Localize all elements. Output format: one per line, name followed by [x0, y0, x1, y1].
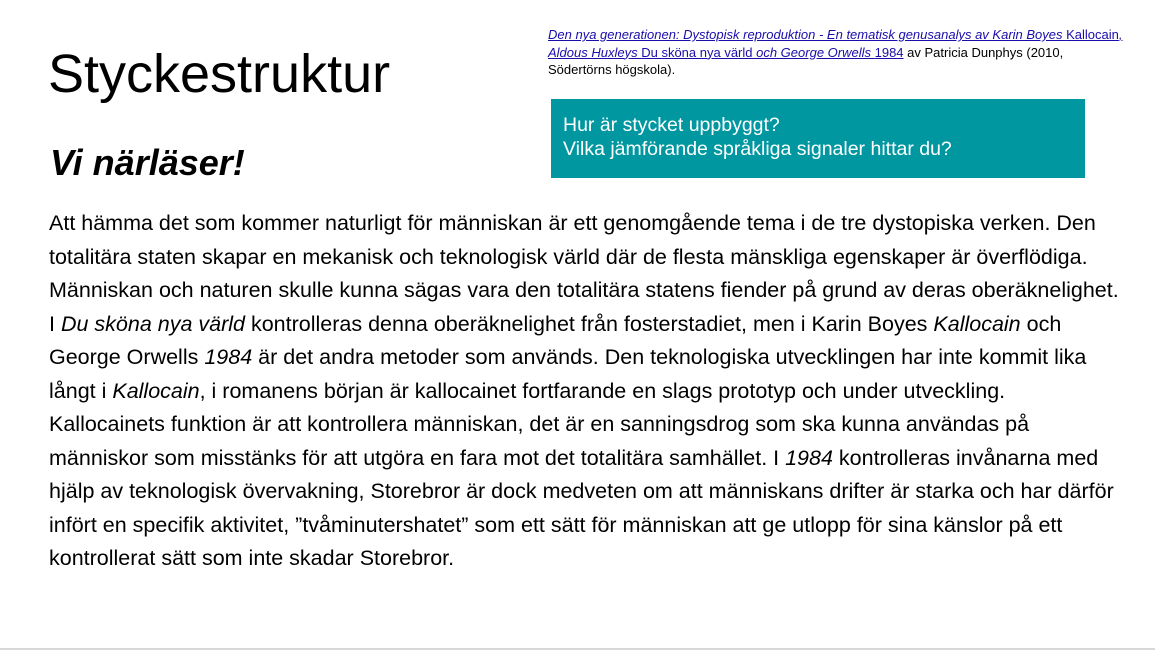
source-title-part: , Aldous Huxleys [548, 27, 1123, 60]
source-title-work-du-skona-nya-varld: Du sköna nya värld [641, 44, 753, 60]
body-text-segment: Att hämma det som kommer naturligt för människan är ett genomgående tema i de tre dystopiska verken. Den totalitära staten skapar en mekanisk och teknologisk värld där de flesta mänskliga egenskaper är överflödiga. Människan och naturen skulle kunna sägas vara den totalitära statens fiender på grund av deras oberäknelighet. I [49, 211, 1119, 336]
body-text-segment: och George Orwells [49, 311, 1062, 369]
source-title-part: och George Orwells [752, 44, 875, 60]
body-title-du-skona-nya-varld: Du sköna nya värld [60, 311, 245, 336]
question-structure: Hur är stycket uppbyggt? [563, 114, 780, 136]
source-title-work-kallocain: Kallocain [1066, 27, 1119, 42]
body-text-segment: är det andra metoder som används. Den teknologiska utvecklingen har inte kommit lika långt i [49, 345, 1087, 403]
source-author-text: av Patricia Dunphys (2010, Södertörns högskola). [548, 44, 1064, 77]
source-citation [548, 26, 1128, 79]
body-text-segment: kontrolleras denna oberäknelighet från fosterstadiet, men i Karin Boyes [245, 311, 934, 336]
question-signals: Vilka jämförande språkliga signaler hittar du? [563, 138, 952, 160]
body-title-1984: 1984 [204, 345, 253, 369]
question-box [551, 99, 1085, 178]
body-paragraph [49, 207, 1119, 576]
slide-title: Styckestruktur [48, 44, 391, 104]
body-title-kallocain: Kallocain [933, 311, 1021, 336]
body-text-segment: , i romanens början är kallocainet fortfarande en slags prototyp och under utveckling. Kallocainets funktion är att kontrollera människan, det är en sanningsdrog som ska kunna användas på människor som misstänks för att utgöra en fara mot det totalitära samhället. I [49, 378, 1030, 470]
body-title-1984: 1984 [785, 445, 833, 470]
body-title-kallocain: Kallocain [112, 378, 200, 403]
source-title-work-1984: 1984 [874, 44, 904, 60]
source-title-part: Den nya generationen: Dystopisk reproduktion - En tematisk genusanalys av Karin Boyes [548, 27, 1067, 42]
slide-subtitle: Vi närläser! [50, 142, 245, 183]
body-text-segment: kontrolleras invånarna med hjälp av teknologisk övervakning, Storebror är dock medveten om att människans drifter är starka och har därför infört en specifik aktivitet, ”tvåminutershatet” som ett sätt för människan att ge utlopp för sina känslor på ett kontrollerat sätt som inte skadar Storebror. [49, 445, 1114, 570]
bottom-divider [0, 648, 1155, 650]
